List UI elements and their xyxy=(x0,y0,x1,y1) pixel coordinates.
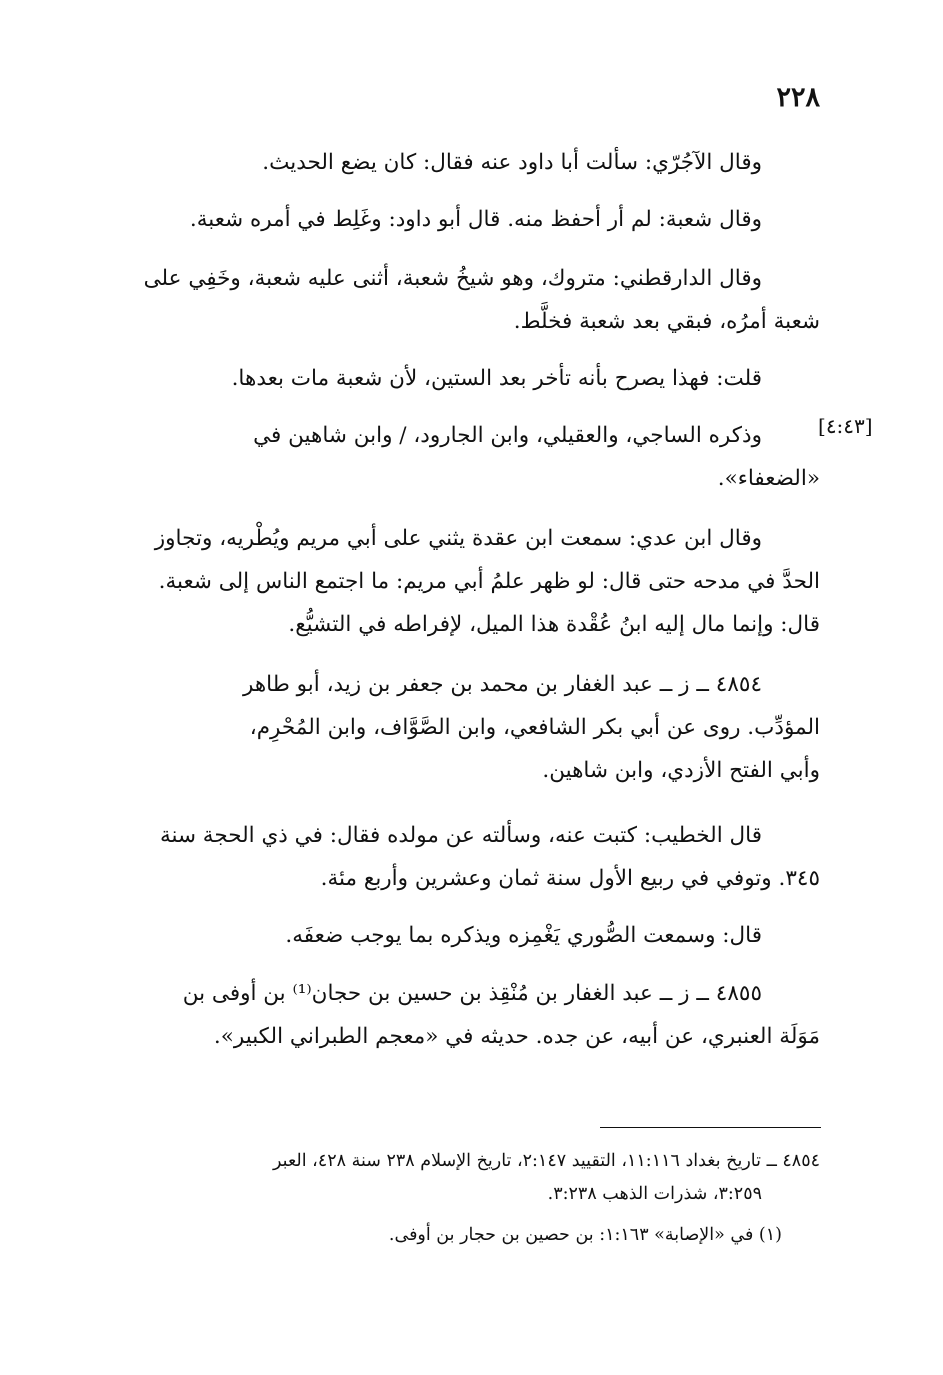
entry-4855 xyxy=(100,972,820,1058)
text-line: مَوَلَة العنبري، عن أبيه، عن جده. حديثه في «معجم الطبراني الكبير». xyxy=(213,1024,820,1049)
footnote-divider xyxy=(600,1127,821,1128)
text-line: وقال ابن عدي: سمعت ابن عقدة يثني على أبي مريم ويُطْريه، وتجاوز xyxy=(154,526,762,551)
text-line: قال: وإنما مال إليه ابنُ عُقْدة هذا الميل، لإفراطه في التشيُّع. xyxy=(288,612,820,637)
footnote-line: (١) في «الإصابة» ١:١٦٣: بن حصين بن حجار بن أوفى. xyxy=(388,1225,782,1245)
paragraph-shuba xyxy=(100,198,820,241)
text-line: وقال شعبة: لم أر أحفظ منه. قال أبو داود: وغَلِط في أمره شعبة. xyxy=(189,207,762,232)
text-line: وقال الآجُرّي: سألت أبا داود عنه فقال: كان يضع الحديث. xyxy=(262,150,762,175)
text-line: «الضعفاء». xyxy=(717,466,820,491)
entry-4854 xyxy=(100,663,820,792)
text-line: الحدَّ في مدحه حتى قال: لو ظهر علمُ أبي مريم: ما اجتمع الناس إلى شعبة. xyxy=(158,569,820,594)
paragraph-suri xyxy=(100,914,820,957)
text-line: ٤٨٥٤ ــ ز ــ عبد الغفار بن محمد بن جعفر بن زيد، أبو طاهر xyxy=(242,672,762,697)
text-line: وذكره الساجي، والعقيلي، وابن الجارود، / وابن شاهين في xyxy=(253,423,762,448)
footnote-line: ٤٨٥٤ ــ تاريخ بغداد ١١:١١٦، التقييد ٢:١٤٧، تاريخ الإسلام ٢٣٨ سنة ٤٢٨، العبر xyxy=(273,1151,820,1171)
paragraph-qultu xyxy=(100,357,820,400)
paragraph-ibn-adi xyxy=(100,517,820,646)
text-line: ٤٨٥٥ ــ ز ــ عبد الغفار بن مُنْقِذ بن حسين بن حجان⁽¹⁾ بن أوفى بن xyxy=(182,981,762,1006)
side-reference: [٤:٤٣] xyxy=(818,414,873,438)
text-line: ٣٤٥. وتوفي في ربيع الأول سنة ثمان وعشرين وأربع مئة. xyxy=(320,866,820,891)
text-line: وأبي الفتح الأزدي، وابن شاهين. xyxy=(542,758,820,783)
text-line: المؤدِّب. روى عن أبي بكر الشافعي، وابن الصَّوَّاف، وابن المُحْرِم، xyxy=(249,715,820,740)
text-line: قال الخطيب: كتبت عنه، وسألته عن مولده فقال: في ذي الحجة سنة xyxy=(159,823,762,848)
text-line: شعبة أمرُه، فبقي بعد شعبة فخلَّط. xyxy=(513,309,820,334)
text-line: قلت: فهذا يصرح بأنه تأخر بعد الستين، لأن شعبة مات بعدها. xyxy=(231,366,762,391)
footnote-1 xyxy=(100,1219,820,1252)
paragraph-khatib xyxy=(100,814,820,900)
page-number: ٢٢٨ xyxy=(776,82,820,113)
footnote-4854 xyxy=(100,1145,820,1211)
text-line: وقال الدارقطني: متروك، وهو شيخُ شعبة، أثنى عليه شعبة، وخَفِي على xyxy=(143,266,762,291)
paragraph-ajurri xyxy=(100,141,820,184)
paragraph-daraqutni xyxy=(100,257,820,343)
text-line: قال: وسمعت الصُّوري يَغْمِزه ويذكره بما يوجب ضعفَه. xyxy=(285,923,762,948)
paragraph-sajiy xyxy=(100,414,820,500)
footnote-line: ٣:٢٥٩، شذرات الذهب ٣:٢٣٨. xyxy=(547,1184,762,1204)
